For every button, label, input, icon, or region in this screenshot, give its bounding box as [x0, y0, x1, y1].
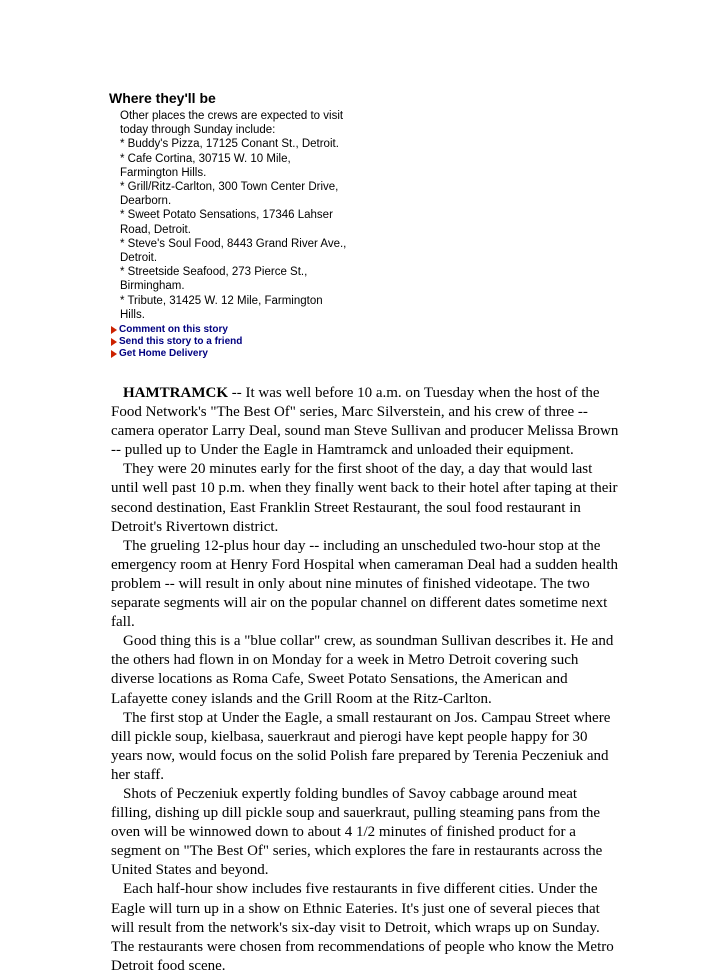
dateline: HAMTRAMCK: [123, 385, 228, 401]
place-item: * Streetside Seafood, 273 Pierce St., Birmingham.: [120, 266, 308, 293]
place-item: * Grill/Ritz-Carlton, 300 Town Center Drive, Dearborn.: [120, 181, 339, 208]
send-friend-link[interactable]: Send this story to a friend: [119, 336, 243, 348]
sidebar-body: [109, 109, 349, 322]
article-paragraph: The first stop at Under the Eagle, a small restaurant on Jos. Campau Street where dill pickle soup, kielbasa, sauerkraut and pierogi have kept people happy for 30 years now, would focus on the solid Polish fare prepared by Terenia Peczeniuk and her staff.: [111, 709, 611, 783]
article-paragraph: Shots of Peczeniuk expertly folding bundles of Savoy cabbage around meat filling, dishing up dill pickle soup and sauerkraut, pulling steaming pans from the oven will be winnowed down to about 4 1/2 minutes of finished product for a segment on "The Best Of" series, which explores the fare in restaurants across the United States and beyond.: [111, 785, 603, 879]
comment-link-row[interactable]: [111, 324, 349, 336]
paragraph-text: -- It was well before 10 a.m. on Tuesday when the host of the Food Network's "The Best Of" series, Marc Silverstein, and his crew of three -- camera operator Larry Deal, sound man Steve Sullivan and producer Melissa Brown -- pulled up to Under the Eagle in Hamtramck and unloaded their equipment.: [111, 385, 619, 459]
article-paragraph: Good thing this is a "blue collar" crew, as soundman Sullivan describes it. He and the others had flown in on Monday for a week in Metro Detroit covering such diverse locations as Roma Cafe, Sweet Potato Sensations, the American and Lafayette coney islands and the Grill Room at the Ritz-Carlton.: [111, 633, 614, 707]
place-item: * Buddy's Pizza, 17125 Conant St., Detroit.: [120, 138, 339, 151]
arrow-right-icon: [111, 326, 117, 334]
home-delivery-link-row[interactable]: [111, 348, 349, 360]
home-delivery-link[interactable]: Get Home Delivery: [119, 348, 208, 360]
sidebar-box: [109, 89, 349, 360]
send-friend-link-row[interactable]: [111, 336, 349, 348]
place-item: * Tribute, 31425 W. 12 Mile, Farmington Hills.: [120, 294, 323, 321]
sidebar-intro: Other places the crews are expected to visit today through Sunday include:: [120, 110, 344, 137]
place-item: * Cafe Cortina, 30715 W. 10 Mile, Farmington Hills.: [120, 152, 291, 179]
article-paragraph: Each half-hour show includes five restaurants in five different cities. Under the Eagle will turn up in a show on Ethnic Eateries. It's just one of several pieces that will result from the network's six-day visit to Detroit, which wraps up on Sunday. The restaurants were chosen from recommendations of people who know the Metro Detroit food scene.: [111, 881, 614, 974]
arrow-right-icon: [111, 338, 117, 346]
article-paragraph: [111, 384, 621, 460]
article-paragraph: The grueling 12-plus hour day -- including an unscheduled two-hour stop at the emergency room at Henry Ford Hospital when cameraman Deal had a sudden health problem -- will result in only about nine minutes of finished videotape. The two separate segments will air on the popular channel on different dates sometime next fall.: [111, 537, 619, 631]
arrow-right-icon: [111, 350, 117, 358]
comment-link[interactable]: Comment on this story: [119, 324, 228, 336]
article-body: [111, 384, 621, 976]
article-paragraph: They were 20 minutes early for the first shoot of the day, a day that would last until well past 10 p.m. when they finally went back to their hotel after taping at their second destination, East Franklin Street Restaurant, the soul food restaurant in Detroit's Rivertown district.: [111, 461, 618, 535]
sidebar-title: Where they'll be: [109, 90, 216, 106]
place-item: * Steve's Soul Food, 8443 Grand River Ave., Detroit.: [120, 237, 347, 265]
place-item: * Sweet Potato Sensations, 17346 Lahser Road, Detroit.: [120, 209, 333, 236]
story-links: [109, 324, 349, 360]
